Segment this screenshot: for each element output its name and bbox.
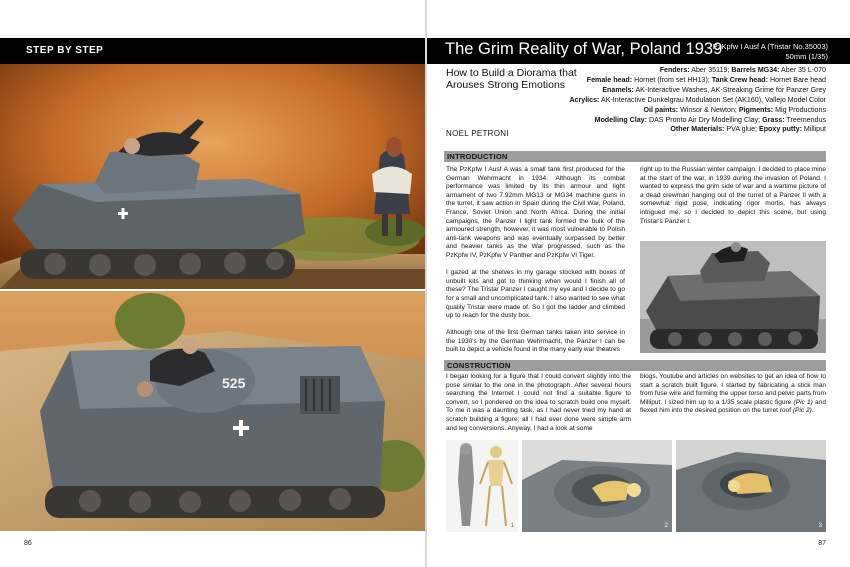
article-subtitle: How to Build a Diorama that Arouses Strong Emotions <box>446 67 577 91</box>
materials-line: Fenders: Aber 35119; Barrels MG34: Aber 35 L-070 <box>659 66 826 74</box>
paragraph: I gazed at the shelves in my garage stocked with boxes of unbuilt kits and got to thinking when would I finish all of these? The Tristar Panzer I caught my eye and I decide to go for a small and uncomplicated tank. I also wanted to see what quality Tristar were made of. So I got the ladder and climbed up to reach for the dusty box. <box>446 269 625 320</box>
paragraph: The PzKpfw I Ausf A was a small tank first produced for the German Wehrmacht in 1934. Although its combat performance was limited by its thin armour and light armament of two 7.92mm MG13 or MG34 machine guns in the turret, it saw action in Spain during the Civil War, Poland, France, Soviet Union and North Africa. During the initial campaigns, the Panzer I light tank formed the bulk of the armoured strength, however, it was most vulnerable to Polish anti-tank weapons and was eventually surpassed by better and heavier tanks as the War progressed, such as the PzKpfw IV, PzKpfw V Panther and PzKpfw VI Tiger. <box>446 166 625 259</box>
intro-column-2 <box>640 166 826 238</box>
kit-scale: 50mm (1/35) <box>785 52 828 61</box>
pic-number: 1 <box>510 523 514 529</box>
kit-info <box>713 42 828 62</box>
article-title: The Grim Reality of War, Poland 1939 <box>445 40 723 58</box>
intro-column-1 <box>446 166 625 358</box>
section-label: STEP BY STEP <box>26 45 104 56</box>
diorama-photo-side <box>0 64 425 289</box>
pic-number: 3 <box>818 523 822 529</box>
left-page-number: 86 <box>24 540 32 547</box>
construction-column-1 <box>446 373 631 438</box>
diorama-photo-top <box>0 291 425 531</box>
construction-column-2 <box>640 373 826 438</box>
materials-line: Modelling Clay: DAS Pronto Air Dry Modelling Clay; Grass: Treemendus <box>594 115 826 124</box>
materials-line: Oil paints: Winsor & Newton; Pigments: Mig Productions <box>643 105 826 114</box>
pic-3-figure-fitting <box>676 440 826 532</box>
materials-list <box>551 66 826 135</box>
materials-line: Acrylics: AK-Interactive Dunkelgrau Modulation Set (AK160), Vallejo Model Color <box>569 95 826 104</box>
turret-number: 525 <box>222 375 246 391</box>
right-page-number: 87 <box>818 540 826 547</box>
pic-1-scratch-figure <box>446 440 518 532</box>
pic-reference: (Pic 1) <box>793 398 813 406</box>
paragraph: right up to the Russian winter campaign. I decided to place mine at the start of the war, in 1939 during the invasion of Poland. I wanted to express the grim side of war and a wartime picture of a dead crewman hanging out of the turret of a Panzer II with a somewhat rigid pose, indicating rigor mortis, has always intrigued me, so I decided to depict this scene, but using Tristar's Panzer I. <box>640 166 826 225</box>
spine-gutter <box>425 0 427 567</box>
paragraph: I began looking for a figure that I could convert slightly into the pose similar to the one in the photograph. After several hours searching the Internet I could not find a suitable figure to convert, so I pondered on the idea to scratch build one myself. To me it was a daunting task, as I had never tried my hand at scratch building a figure; all I had ever done were simple arm and leg conversions. Anyway, I had a look at some <box>446 373 631 432</box>
introduction-heading: INTRODUCTION <box>444 151 826 162</box>
right-header-bar <box>427 38 850 64</box>
materials-line: Other Materials: PVA glue; Epoxy putty: Milliput <box>670 125 826 134</box>
materials-line: Female head: Hornet (from set HH13); Tank Crew head: Hornet Bare head <box>586 75 826 84</box>
construction-heading: CONSTRUCTION <box>444 360 826 371</box>
paragraph: Although one of the first German tanks taken into service in the 1930's by the German Wehrmacht, the Panzer I can be built to depict a vehicle found in the many early war theatres <box>446 329 625 354</box>
author-byline: NOEL PETRONI <box>446 129 509 138</box>
left-header-bar <box>0 38 425 64</box>
paragraph: blogs, Youtube and articles on websites to get an idea of how to start a scratch built figure. I started by fabricating a stick man from fuse wire and forming the upper torso and pelvic parts from Milliput. I sized him up to a 1/35 scale plastic figure (Pic 1) and flexed him into the desired position on the turret roof (Pic 2). <box>640 373 826 415</box>
pic-number: 2 <box>664 523 668 529</box>
pic-2-figure-on-turret <box>522 440 672 532</box>
historical-photo <box>640 241 826 353</box>
kit-name: PzKpfw I Ausf A (Tristar No.35003) <box>712 42 828 51</box>
pic-reference: (Pic 2). <box>792 407 814 415</box>
materials-line: Enamels: AK-Interactive Washes, AK-Streaking Grime for Panzer Grey <box>602 85 826 94</box>
